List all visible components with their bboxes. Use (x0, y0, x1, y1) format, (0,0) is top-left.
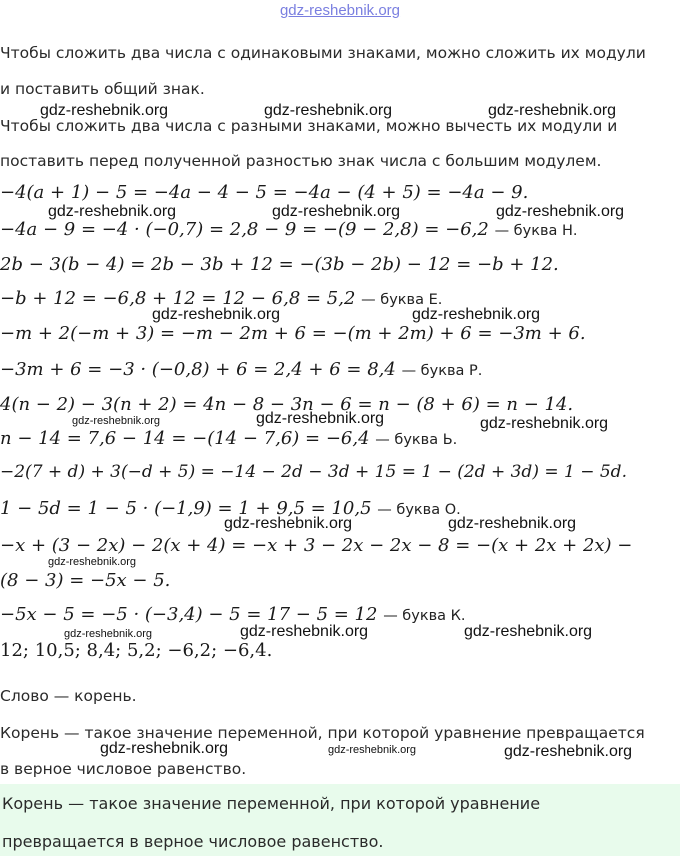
step-line (0, 219, 578, 240)
word-answer: Слово — корень. (0, 687, 137, 705)
step-expression: −m + 2(−m + 3) = −m − 2m + 6 = −(m + 2m) + 6 = −3m + 6. (0, 323, 586, 344)
step-line (0, 182, 528, 203)
step-line (0, 323, 586, 344)
rule-diff-sign-line-1: Чтобы сложить два числа с разными знаками, можно вычесть их модули и (0, 117, 618, 135)
step-line (0, 570, 170, 591)
step-answer: — буква Е. (361, 292, 443, 308)
step-expression: 1 − 5d = 1 − 5 · (−1,9) = 1 + 9,5 = 10,5 (0, 498, 372, 519)
watermark: gdz-reshebnik.org (496, 203, 625, 220)
step-answer: — буква Р. (401, 363, 483, 379)
step-expression: −4a − 9 = −4 · (−0,7) = 2,8 − 9 = −(9 − 2,8) = −6,2 (0, 219, 489, 240)
step-line (0, 359, 482, 380)
watermark: gdz-reshebnik.org (40, 102, 169, 119)
watermark: gdz-reshebnik.org (256, 410, 385, 427)
step-expression: 2b − 3(b − 4) = 2b − 3b + 12 = −(3b − 2b) − 12 = −b + 12. (0, 254, 559, 275)
watermark: gdz-reshebnik.org (504, 743, 633, 760)
watermark: gdz-reshebnik.org (100, 740, 229, 757)
watermark: gdz-reshebnik.org (272, 203, 401, 220)
watermark: gdz-reshebnik.org (240, 623, 369, 640)
step-expression: 4(n − 2) − 3(n + 2) = 4n − 8 − 3n − 6 = n − (8 + 6) = n − 14. (0, 394, 574, 415)
top-watermark-link[interactable]: gdz-reshebnik.org (279, 2, 401, 19)
step-expression: −5x − 5 = −5 · (−3,4) − 5 = 17 − 5 = 12 (0, 604, 378, 625)
step-line (0, 428, 457, 449)
step-line (0, 254, 559, 275)
watermark: gdz-reshebnik.org (464, 623, 593, 640)
step-line (0, 604, 466, 625)
watermark: gdz-reshebnik.org (224, 515, 353, 532)
step-answer: — буква Ь. (375, 432, 458, 448)
watermark: gdz-reshebnik.org (48, 203, 177, 220)
step-line (0, 535, 632, 556)
step-answer: — буква К. (383, 608, 466, 624)
highlight-line-1: Корень — такое значение переменной, при которой уравнение (2, 794, 541, 813)
step-expression: −b + 12 = −6,8 + 12 = 12 − 6,8 = 5,2 (0, 288, 356, 309)
watermark: gdz-reshebnik.org (448, 515, 577, 532)
step-expression: −2(7 + d) + 3(−d + 5) = −14 − 2d − 3d + 15 = 1 − (2d + 3d) = 1 − 5d. (0, 462, 627, 482)
step-answer: — буква Н. (494, 223, 578, 239)
watermark: gdz-reshebnik.org (264, 102, 393, 119)
watermark: gdz-reshebnik.org (480, 415, 609, 432)
step-expression: −3m + 6 = −3 · (−0,8) + 6 = 2,4 + 6 = 8,4 (0, 359, 396, 380)
watermark: gdz-reshebnik.org (412, 306, 541, 323)
rule-diff-sign-line-2: поставить перед полученной разностью знак числа с большим модулем. (0, 152, 602, 170)
highlight-box (0, 784, 680, 856)
rule-same-sign-line-1: Чтобы сложить два числа с одинаковыми знаками, можно сложить их модули (0, 44, 646, 62)
watermark: gdz-reshebnik.org (72, 415, 161, 427)
rule-same-sign-line-2: и поставить общий знак. (0, 80, 205, 98)
number-sequence: 12; 10,5; 8,4; 5,2; −6,2; −6,4. (0, 640, 273, 661)
step-line (0, 462, 627, 482)
watermark: gdz-reshebnik.org (488, 102, 617, 119)
watermark: gdz-reshebnik.org (328, 744, 417, 756)
step-answer: — буква О. (377, 502, 461, 518)
watermark: gdz-reshebnik.org (152, 306, 281, 323)
definition-line-2: в верное числовое равенство. (0, 760, 247, 778)
definition-line-1: Корень — такое значение переменной, при которой уравнение превращается (0, 724, 645, 742)
step-expression: −4(a + 1) − 5 = −4a − 4 − 5 = −4a − (4 + 5) = −4a − 9. (0, 182, 529, 203)
step-expression: −x + (3 − 2x) − 2(x + 4) = −x + 3 − 2x − 2x − 8 = −(x + 2x + 2x) − (0, 535, 633, 556)
watermark: gdz-reshebnik.org (64, 628, 153, 640)
highlight-line-2: превращается в верное числовое равенство. (2, 832, 384, 851)
step-expression: n − 14 = 7,6 − 14 = −(14 − 7,6) = −6,4 (0, 428, 370, 449)
step-expression: (8 − 3) = −5x − 5. (0, 570, 171, 591)
watermark: gdz-reshebnik.org (48, 556, 137, 568)
